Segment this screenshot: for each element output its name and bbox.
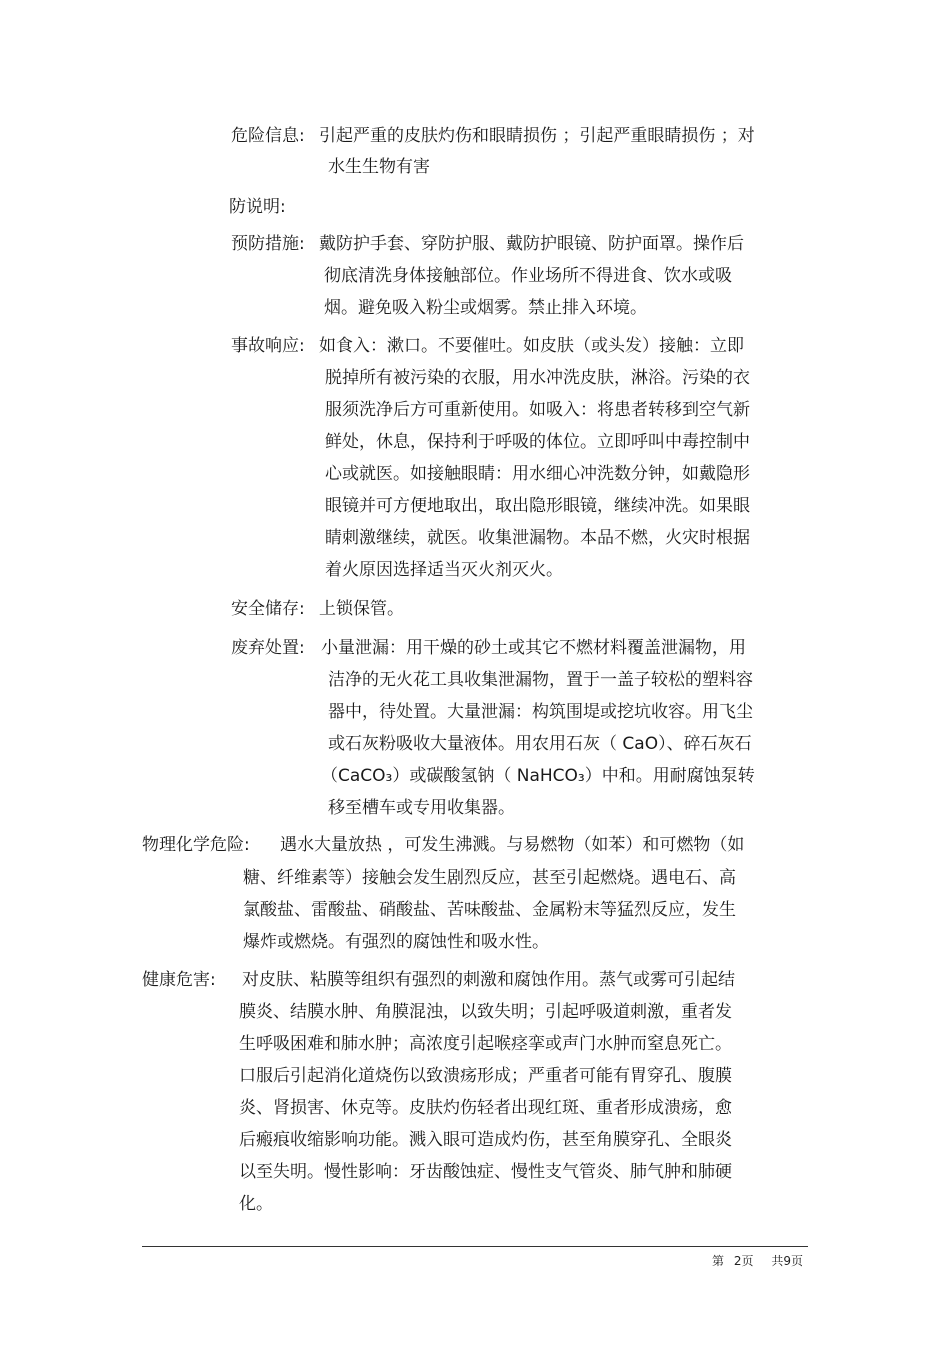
page-prefix: 第 [712, 1254, 725, 1268]
health-label: 健康危害: [142, 970, 216, 990]
total-pages: 9 [783, 1254, 791, 1268]
disposal-line: 或石灰粉吸收大量液体。用农用石灰（ CaO）、碎石灰石 [328, 734, 752, 754]
response-line: 心或就医。如接触眼睛：用水细心冲洗数分钟，如戴隐形 [325, 464, 750, 484]
prevention-label: 预防措施: [231, 234, 305, 254]
prevention-line: 彻底清洗身体接触部位。作业场所不得进食、饮水或吸 [324, 266, 732, 286]
health-line: 后瘢痕收缩影响功能。溅入眼可造成灼伤，甚至角膜穿孔、全眼炎 [239, 1130, 732, 1150]
health-line: 口服后引起消化道烧伤以致溃疡形成；严重者可能有胃穿孔、腹膜 [239, 1066, 732, 1086]
prevention-line: 烟。避免吸入粉尘或烟雾。禁止排入环境。 [324, 298, 647, 318]
hazard-info-line: 引起严重的皮肤灼伤和眼睛损伤 ；引起严重眼睛损伤 ；对 [319, 126, 755, 146]
physchem-line: 氯酸盐、雷酸盐、硝酸盐、苦味酸盐、金属粉末等猛烈反应，发生 [243, 900, 736, 920]
prevention-line: 戴防护手套、穿防护服、戴防护眼镜、防护面罩。操作后 [319, 234, 744, 254]
response-line: 鲜处，休息，保持利于呼吸的体位。立即呼叫中毒控制中 [325, 432, 750, 452]
disposal-line: 洁净的无火花工具收集泄漏物，置于一盖子较松的塑料容 [328, 670, 753, 690]
footer-divider [142, 1246, 808, 1247]
storage-label: 安全储存: [231, 599, 305, 619]
response-line: 如食入：漱口。不要催吐。如皮肤（或头发）接触：立即 [319, 336, 744, 356]
physchem-line: 遇水大量放热 ，可发生沸溅。与易燃物（如苯）和可燃物（如 [280, 835, 745, 855]
response-line: 眼镜并可方便地取出，取出隐形眼镜，继续冲洗。如果眼 [325, 496, 750, 516]
disposal-line: 器中，待处置。大量泄漏：构筑围堤或挖坑收容。用飞尘 [328, 702, 753, 722]
page-suffix: 页 [741, 1254, 754, 1268]
health-line: 对皮肤、粘膜等组织有强烈的刺激和腐蚀作用。蒸气或雾可引起结 [242, 970, 735, 990]
disposal-line: 移至槽车或专用收集器。 [328, 798, 515, 818]
hazard-info-label: 危险信息: [231, 126, 305, 146]
response-line: 着火原因选择适当灭火剂灭火。 [325, 560, 563, 580]
hazard-info-line: 水生生物有害 [328, 157, 430, 177]
health-line: 化。 [239, 1194, 273, 1214]
total-suffix: 页 [790, 1254, 803, 1268]
response-line: 服须洗净后方可重新使用。如吸入：将患者转移到空气新 [325, 400, 750, 420]
storage-line: 上锁保管。 [319, 599, 404, 619]
response-line: 睛刺激继续，就医。收集泄漏物。本品不燃，火灾时根据 [325, 528, 750, 548]
health-line: 膜炎、结膜水肿、角膜混浊，以致失明；引起呼吸道刺激，重者发 [239, 1002, 732, 1022]
health-line: 炎、肾损害、休克等。皮肤灼伤轻者出现红斑、重者形成溃疡，愈 [239, 1098, 732, 1118]
disposal-line: （CaCO₃）或碳酸氢钠（ NaHCO₃）中和。用耐腐蚀泵转 [321, 766, 755, 786]
page-number: 2 [733, 1254, 742, 1268]
precaution-heading-text: 防说明: [229, 197, 286, 217]
response-label: 事故响应: [231, 336, 305, 356]
health-line: 以至失明。慢性影响：牙齿酸蚀症、慢性支气管炎、肺气肿和肺硬 [239, 1162, 732, 1182]
total-prefix: 共 [771, 1254, 784, 1268]
disposal-line: 小量泄漏：用干燥的砂土或其它不燃材料覆盖泄漏物，用 [321, 638, 746, 658]
page-footer [712, 1252, 803, 1269]
physchem-line: 糖、纤维素等）接触会发生剧烈反应，甚至引起燃烧。遇电石、高 [243, 868, 736, 888]
disposal-label: 废弃处置: [231, 638, 305, 658]
physchem-label: 物理化学危险: [142, 835, 250, 855]
response-line: 脱掉所有被污染的衣服，用水冲洗皮肤，淋浴。污染的衣 [325, 368, 750, 388]
health-line: 生呼吸困难和肺水肿；高浓度引起喉痉挛或声门水肿而窒息死亡。 [239, 1034, 732, 1054]
physchem-line: 爆炸或燃烧。有强烈的腐蚀性和吸水性。 [243, 932, 549, 952]
